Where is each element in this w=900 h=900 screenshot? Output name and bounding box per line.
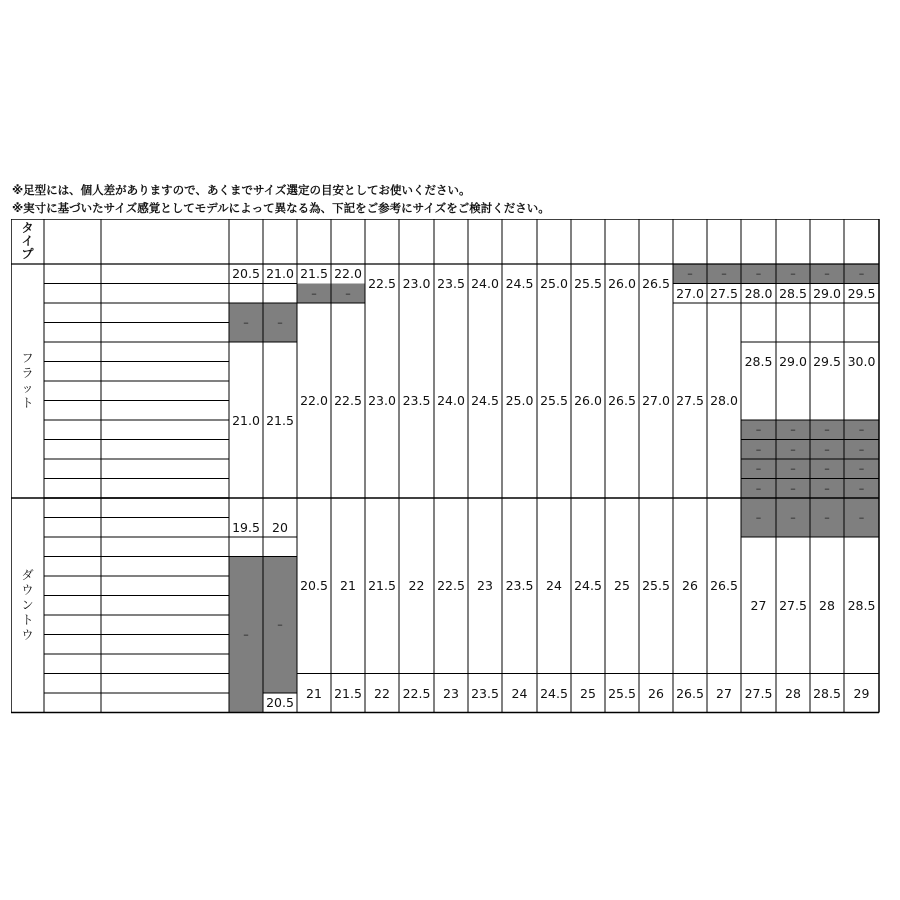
dash-cell: – bbox=[243, 316, 249, 329]
product-name bbox=[101, 362, 229, 382]
size-value: 27.0 bbox=[642, 393, 670, 408]
size-value: 25 bbox=[614, 578, 630, 594]
header-size bbox=[502, 219, 537, 264]
header-size bbox=[434, 219, 468, 264]
dash-cell: – bbox=[311, 286, 317, 300]
product-name bbox=[101, 596, 229, 616]
note-line-1: ※足型には、個人差がありますので、あくまでサイズ選定の目安としてお使いください。 bbox=[12, 183, 471, 197]
product-code bbox=[44, 303, 101, 323]
size-value: 22.0 bbox=[300, 393, 328, 408]
product-name bbox=[101, 537, 229, 557]
product-code bbox=[44, 537, 101, 557]
size-value: 24 bbox=[511, 685, 528, 701]
product-code bbox=[44, 674, 101, 694]
dash-cell: – bbox=[277, 316, 283, 329]
product-name bbox=[101, 693, 229, 713]
dash-cell: – bbox=[858, 267, 865, 281]
size-value: 21 bbox=[306, 685, 322, 701]
header-type bbox=[11, 219, 44, 264]
product-name bbox=[101, 264, 229, 284]
size-value: 24.5 bbox=[540, 685, 568, 701]
product-name bbox=[101, 576, 229, 596]
size-value: 30.0 bbox=[847, 354, 876, 369]
header-type-char: プ bbox=[21, 247, 34, 261]
size-value: 22.5 bbox=[368, 276, 396, 291]
dash-cell: – bbox=[790, 481, 796, 495]
header-size bbox=[297, 219, 331, 264]
header-size bbox=[365, 219, 399, 264]
group-label-char: ト bbox=[21, 396, 34, 410]
size-value: 28.5 bbox=[744, 354, 773, 369]
product-name bbox=[101, 654, 229, 674]
product-code bbox=[44, 264, 101, 284]
size-value: 29.0 bbox=[813, 285, 841, 301]
size-value: 22 bbox=[408, 578, 425, 594]
size-value: 25.5 bbox=[540, 393, 568, 408]
dash-cell: – bbox=[858, 442, 865, 456]
group-label bbox=[11, 498, 44, 713]
size-value: 22.0 bbox=[334, 266, 362, 282]
product-code bbox=[44, 420, 101, 440]
size-value: 24.5 bbox=[505, 276, 534, 291]
dash-cell: – bbox=[345, 286, 351, 300]
size-value: 27.0 bbox=[676, 285, 704, 301]
product-code bbox=[44, 459, 101, 479]
product-name bbox=[101, 284, 229, 304]
dash-cell: – bbox=[790, 511, 796, 524]
size-value: 24 bbox=[546, 578, 562, 594]
size-value: 23 bbox=[477, 578, 493, 594]
size-value: 28.0 bbox=[710, 393, 738, 408]
size-value: 25.5 bbox=[608, 685, 636, 701]
size-value: 23.5 bbox=[437, 276, 465, 291]
product-code bbox=[44, 557, 101, 577]
size-value: 21.5 bbox=[334, 685, 362, 701]
size-value: 26 bbox=[648, 685, 664, 701]
size-value: 20 bbox=[272, 519, 288, 535]
group-label-char: ト bbox=[21, 612, 34, 627]
size-value: 27.5 bbox=[676, 393, 704, 408]
size-value: 26.5 bbox=[608, 393, 636, 408]
size-value: 22.5 bbox=[402, 685, 431, 701]
group-label-char: ウ bbox=[21, 627, 34, 642]
size-value: 20.5 bbox=[300, 578, 328, 594]
size-value: 28.5 bbox=[813, 685, 841, 701]
size-value: 22.5 bbox=[334, 393, 362, 408]
dash-cell: – bbox=[824, 481, 830, 495]
header-size bbox=[229, 219, 263, 264]
size-value: 26.5 bbox=[642, 276, 670, 291]
dash-cell: – bbox=[790, 442, 796, 456]
dash-cell: – bbox=[277, 618, 283, 632]
dash-cell: – bbox=[755, 511, 762, 524]
size-value: 27.5 bbox=[710, 285, 738, 301]
size-value: 29.5 bbox=[847, 285, 876, 301]
header-type-char: イ bbox=[21, 234, 34, 248]
header-size bbox=[399, 219, 434, 264]
product-code bbox=[44, 596, 101, 616]
size-value: 26 bbox=[682, 578, 698, 594]
group-label-char: ラ bbox=[21, 366, 34, 380]
size-value: 25.5 bbox=[642, 578, 670, 594]
group-label-char: ウ bbox=[21, 582, 34, 597]
group-label-char: ッ bbox=[21, 381, 34, 395]
product-name bbox=[101, 401, 229, 421]
dash-cell: – bbox=[824, 267, 830, 281]
product-code bbox=[44, 693, 101, 713]
size-value: 27 bbox=[716, 685, 732, 701]
header-size bbox=[537, 219, 571, 264]
product-code bbox=[44, 518, 101, 538]
dash-cell: – bbox=[790, 462, 796, 476]
product-code bbox=[44, 479, 101, 499]
product-code bbox=[44, 576, 101, 596]
dash-cell: – bbox=[243, 628, 249, 641]
product-code bbox=[44, 323, 101, 343]
product-name bbox=[101, 674, 229, 694]
group-label-char: ダ bbox=[21, 567, 34, 582]
size-value: 27.5 bbox=[744, 685, 773, 701]
size-value: 29.5 bbox=[813, 354, 841, 369]
size-value: 27 bbox=[750, 597, 767, 613]
product-name bbox=[101, 479, 229, 499]
size-value: 24.0 bbox=[437, 393, 465, 408]
size-value: 26.0 bbox=[608, 276, 636, 291]
group-label-char: ン bbox=[21, 597, 34, 612]
header-size bbox=[673, 219, 707, 264]
dash-cell: – bbox=[755, 423, 762, 437]
size-table bbox=[11, 219, 883, 716]
size-value: 22 bbox=[374, 685, 390, 701]
size-value: 26.5 bbox=[710, 578, 738, 594]
product-code bbox=[44, 381, 101, 401]
dash-cell: – bbox=[858, 511, 865, 524]
size-value: 23.0 bbox=[402, 276, 431, 291]
size-value: 20.5 bbox=[266, 695, 294, 711]
size-value: 21.0 bbox=[232, 412, 260, 428]
dash-cell: – bbox=[721, 267, 727, 281]
size-value: 24.5 bbox=[574, 578, 602, 594]
product-name bbox=[101, 420, 229, 440]
header-name bbox=[101, 219, 229, 264]
header-type-char: タ bbox=[21, 221, 34, 235]
size-value: 22.5 bbox=[437, 578, 465, 594]
dash-cell: – bbox=[824, 511, 830, 524]
dash-cell: – bbox=[687, 267, 693, 281]
header-size bbox=[776, 219, 810, 264]
size-value: 23.5 bbox=[402, 393, 431, 408]
group-label-char: フ bbox=[21, 351, 34, 365]
product-code bbox=[44, 615, 101, 635]
size-value: 25 bbox=[580, 685, 596, 701]
size-value: 24.5 bbox=[471, 393, 499, 408]
dash-cell: – bbox=[755, 481, 762, 495]
size-value: 20.5 bbox=[232, 266, 260, 282]
header-size bbox=[331, 219, 365, 264]
product-name bbox=[101, 440, 229, 460]
dash-cell: – bbox=[790, 267, 796, 281]
size-value: 25.0 bbox=[505, 393, 534, 408]
size-value: 21.5 bbox=[300, 266, 328, 282]
product-name bbox=[101, 342, 229, 362]
product-code bbox=[44, 440, 101, 460]
header-size bbox=[707, 219, 741, 264]
header-size bbox=[741, 219, 776, 264]
size-value: 28 bbox=[819, 597, 835, 613]
dash-cell: – bbox=[824, 442, 830, 456]
product-name bbox=[101, 381, 229, 401]
header-size bbox=[639, 219, 673, 264]
header-size bbox=[263, 219, 297, 264]
note-line-2: ※実寸に基づいたサイズ感覚としてモデルによって異なる為、下記をご参考にサイズをご検討ください。 bbox=[12, 201, 550, 215]
size-value: 28.5 bbox=[779, 285, 807, 301]
size-value: 29 bbox=[853, 685, 870, 701]
header-size bbox=[571, 219, 605, 264]
product-code bbox=[44, 654, 101, 674]
size-value: 24.0 bbox=[471, 276, 499, 291]
size-value: 27.5 bbox=[779, 597, 807, 613]
size-value: 19.5 bbox=[232, 519, 260, 535]
header-code bbox=[44, 219, 101, 264]
product-code bbox=[44, 635, 101, 655]
size-value: 29.0 bbox=[779, 354, 807, 369]
size-value: 25.0 bbox=[540, 276, 568, 291]
size-value: 21.5 bbox=[266, 412, 294, 428]
header-size bbox=[810, 219, 844, 264]
size-value: 26.5 bbox=[676, 685, 704, 701]
dash-cell: – bbox=[858, 481, 865, 495]
size-value: 23.5 bbox=[471, 685, 499, 701]
header-size bbox=[468, 219, 502, 264]
product-name bbox=[101, 323, 229, 343]
dash-cell: – bbox=[824, 462, 830, 476]
product-name bbox=[101, 635, 229, 655]
group-label bbox=[11, 264, 44, 498]
notes bbox=[12, 181, 550, 217]
product-name bbox=[101, 498, 229, 518]
size-value: 21 bbox=[340, 578, 356, 594]
product-name bbox=[101, 615, 229, 635]
dash-cell: – bbox=[858, 462, 865, 476]
size-value: 21.5 bbox=[368, 578, 396, 594]
size-value: 28.0 bbox=[744, 285, 773, 301]
dash-cell: – bbox=[755, 267, 762, 281]
product-name bbox=[101, 518, 229, 538]
size-value: 26.0 bbox=[574, 393, 602, 408]
product-name bbox=[101, 303, 229, 323]
size-value: 28.5 bbox=[847, 597, 876, 613]
header-size bbox=[605, 219, 639, 264]
dash-cell: – bbox=[824, 423, 830, 437]
product-code bbox=[44, 401, 101, 421]
size-value: 23.5 bbox=[505, 578, 534, 594]
size-value: 28 bbox=[785, 685, 801, 701]
product-code bbox=[44, 362, 101, 382]
size-value: 23 bbox=[443, 685, 459, 701]
size-value: 23.0 bbox=[368, 393, 396, 408]
product-code bbox=[44, 498, 101, 518]
product-name bbox=[101, 557, 229, 577]
size-value: 21.0 bbox=[266, 266, 294, 282]
dash-cell: – bbox=[755, 442, 762, 456]
header-size bbox=[844, 219, 879, 264]
product-code bbox=[44, 342, 101, 362]
product-name bbox=[101, 459, 229, 479]
product-code bbox=[44, 284, 101, 304]
size-value: 25.5 bbox=[574, 276, 602, 291]
dash-cell: – bbox=[858, 423, 865, 437]
dash-cell: – bbox=[755, 462, 762, 476]
dash-cell: – bbox=[790, 423, 796, 437]
